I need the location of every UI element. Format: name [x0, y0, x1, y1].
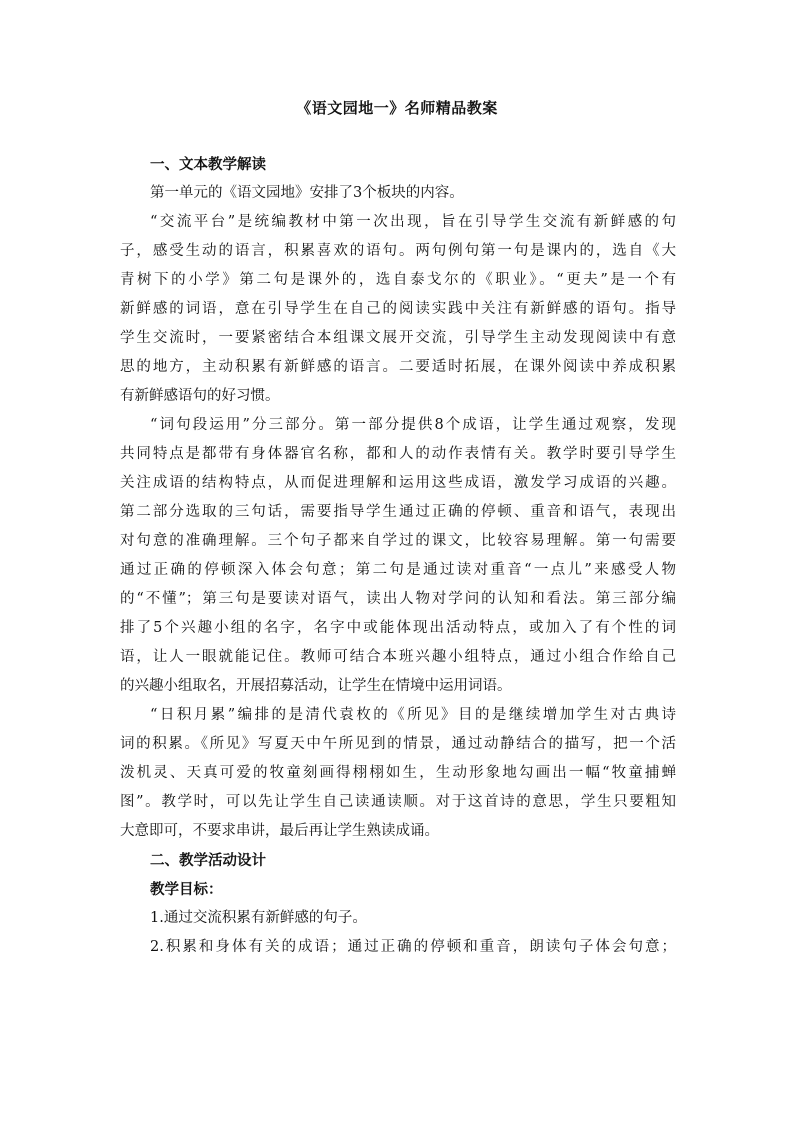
text-line: 第一单元的《语文园地》安排了3个板块的内容。: [150, 185, 464, 201]
text-line: 对句意的准确理解。三个句子都来自学过的课文，比较容易理解。第一句需要: [120, 533, 676, 549]
section-heading: 一、文本教学解读: [150, 156, 266, 173]
text-line: 新鲜感的词语，意在引导学生在自己的阅读实践中关注有新鲜感的语句。指导: [120, 301, 676, 317]
text-line: “词句段运用”分三部分。第一部分提供8个成语，让学生通过观察，发现: [150, 417, 676, 433]
text-line: 子，感受生动的语言，积累喜欢的语句。两句例句第一句是课内的，选自《大: [120, 243, 676, 259]
text-line: 的兴趣小组取名，开展招募活动，让学生在情境中运用词语。: [120, 678, 512, 694]
section-heading: 教学目标：: [150, 881, 223, 898]
text-line: 青树下的小学》第二句是课外的，选自泰戈尔的《职业》。“更夫”是一个有: [120, 272, 676, 288]
text-line: “日积月累”编排的是清代袁枚的《所见》目的是继续增加学生对古典诗: [150, 707, 676, 723]
text-line: 图”。教学时，可以先让学生自己读通读顺。对于这首诗的意思，学生只要粗知: [120, 794, 676, 810]
document-title: 《语文园地一》名师精品教案: [296, 99, 498, 117]
text-line: 2.积累和身体有关的成语；通过正确的停顿和重音，朗读句子体会句意；: [150, 939, 676, 955]
text-line: “交流平台”是统编教材中第一次出现，旨在引导学生交流有新鲜感的句: [150, 214, 676, 230]
document-body: [120, 150, 676, 962]
text-line: 第二部分选取的三句话，需要指导学生通过正确的停顿、重音和语气，表现出: [120, 504, 676, 520]
text-line: 语，让人一眼就能记住。教师可结合本班兴趣小组特点，通过小组合作给自己: [120, 649, 676, 665]
text-line: 有新鲜感语句的好习惯。: [120, 388, 280, 404]
text-line: 关注成语的结构特点，从而促进理解和运用这些成语，激发学习成语的兴趣。: [120, 475, 676, 491]
text-line: 通过正确的停顿深入体会句意；第二句是通过读对重音“一点儿”来感受人物: [120, 562, 676, 578]
text-line: 学生交流时，一要紧密结合本组课文展开交流，引导学生主动发现阅读中有意: [120, 330, 676, 346]
text-line: 泼机灵、天真可爱的牧童刻画得栩栩如生，生动形象地勾画出一幅“牧童捕蝉: [120, 765, 676, 781]
text-line: 思的地方，主动积累有新鲜感的语言。二要适时拓展，在课外阅读中养成积累: [120, 359, 676, 375]
text-line: 1.通过交流积累有新鲜感的句子。: [150, 910, 367, 926]
text-line: 词的积累。《所见》写夏天中午所见到的情景，通过动静结合的描写，把一个活: [120, 736, 676, 752]
text-line: 排了5个兴趣小组的名字，名字中或能体现出活动特点，或加入了有个性的词: [120, 620, 676, 636]
section-heading: 二、教学活动设计: [150, 852, 266, 869]
text-line: 共同特点是都带有身体器官名称，都和人的动作表情有关。教学时要引导学生: [120, 446, 676, 462]
text-line: 的“不懂”；第三句是要读对语气，读出人物对学问的认知和看法。第三部分编: [120, 591, 676, 607]
text-line: 大意即可，不要求串讲，最后再让学生熟读成诵。: [120, 823, 439, 839]
